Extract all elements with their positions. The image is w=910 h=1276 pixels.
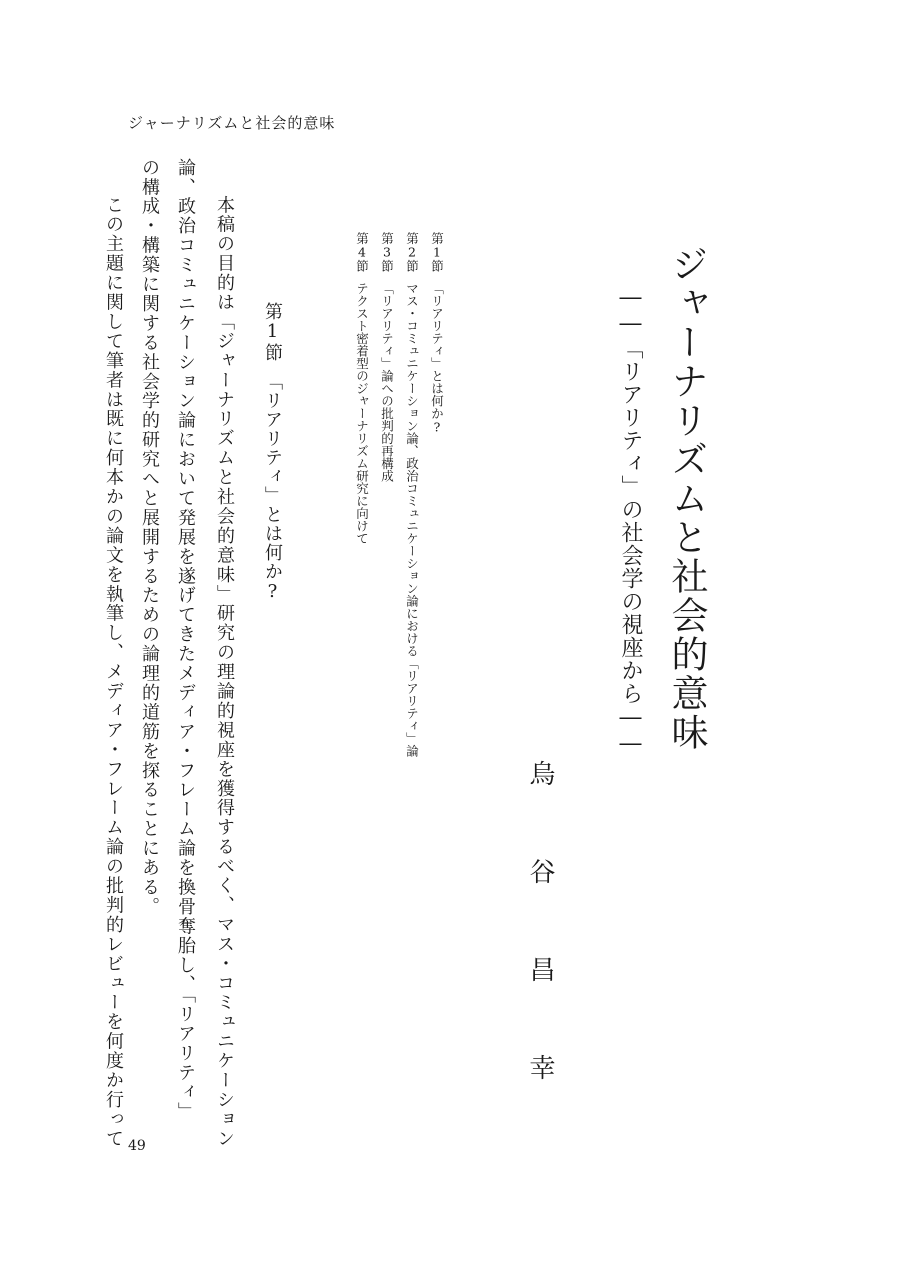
toc-item-title: マス・コミュニケーション論、政治コミュニケーション論における「リアリティ」論 [404, 282, 420, 757]
body-text-line: この主題に関して筆者は既に何本かの論文を執筆し、メディア・フレーム論の批判的レビューを何度か行って [103, 176, 124, 1149]
body-text-line: の構成・構築に関する社会学的研究へと展開するための論理的道筋を探ることにある。 [139, 158, 160, 917]
toc-item-title: 「リアリティ」論への批判的再構成 [379, 282, 395, 482]
toc-item-2 [405, 232, 418, 757]
article-title: ジャーナリズムと社会的意味 [665, 245, 708, 752]
toc-item-title: テクスト密着型のジャーナリズム研究に向けて [354, 282, 370, 545]
body-text-line: 論、政治コミュニケーション論において発展を遂げてきたメディア・フレーム論を換骨奪胎し、「リアリティ」 [175, 158, 196, 1122]
body-text-line: 本稿の目的は「ジャーナリズムと社会的意味」研究の理論的視座を獲得するべく、マス・コミュニケーション [214, 176, 235, 1149]
section-heading: 第1節 「リアリティ」とは何か? [262, 302, 283, 603]
toc-item-number: 第3節 [379, 232, 395, 272]
table-of-contents [350, 232, 450, 832]
running-header: ジャーナリズムと社会的意味 [128, 114, 336, 132]
toc-item-1 [430, 232, 443, 435]
toc-item-number: 第2節 [404, 232, 420, 272]
toc-item-title: 「リアリティ」とは何か? [429, 282, 445, 435]
toc-item-3 [380, 232, 393, 482]
toc-item-number: 第1節 [429, 232, 445, 272]
toc-item-4 [355, 232, 368, 545]
author-name: 烏谷昌幸 [525, 760, 555, 1152]
article-subtitle: ――「リアリティ」の社会学の視座から―― [618, 285, 643, 757]
toc-item-number: 第4節 [354, 232, 370, 272]
page-number: 49 [128, 1138, 146, 1154]
